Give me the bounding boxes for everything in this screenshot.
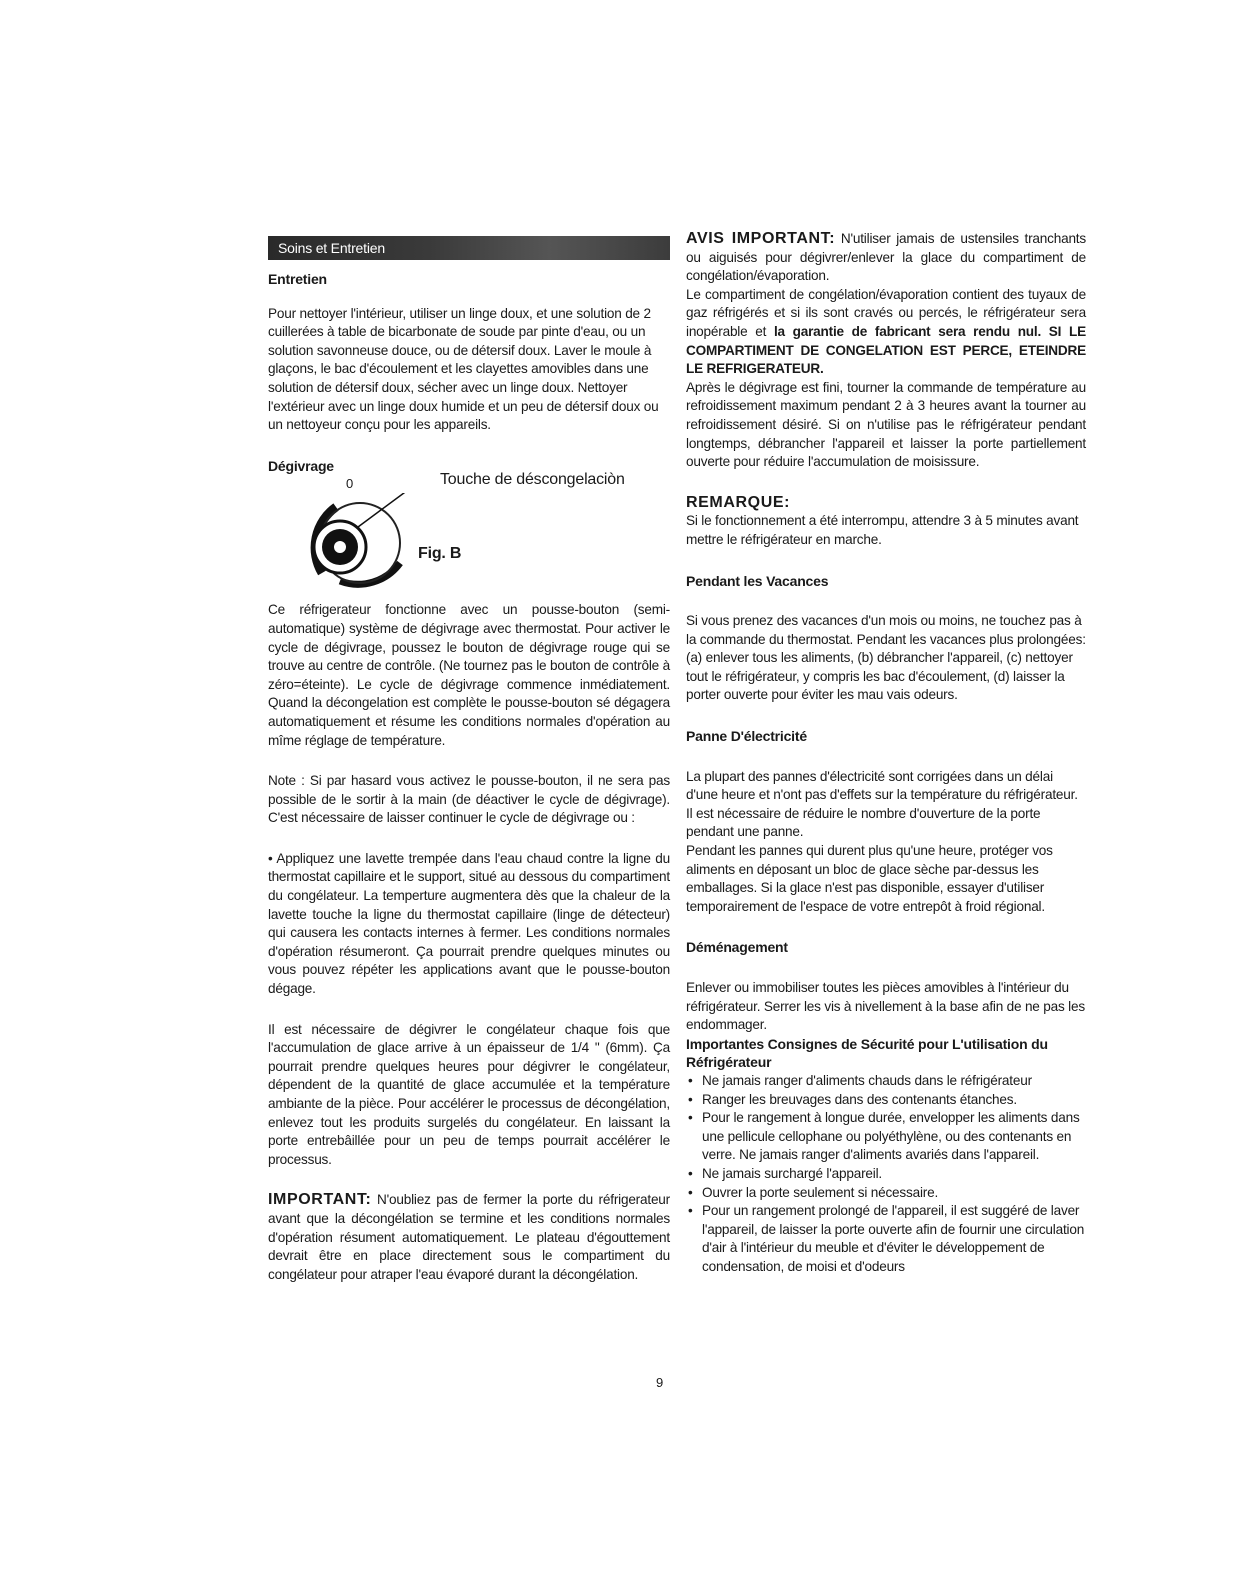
paragraph-apres: Après le dégivrage est fini, tourner la commande de température au refroidissement maximum pendant 2 à 3 heures avant la tourner au refroidissement désiré. Si on n'utilise pas le réfrigérateur pendant longtemps, débrancher l'appareil et laisser la porte partiellement ouverte pour réduire l'accumulation de moisissure. xyxy=(686,379,1086,470)
paragraph-demenagement: Enlever ou immobiliser toutes les pièces amovibles à l'intérieur du réfrigérateur. Serrer les vis à nivellement à la base afin de ne pas les endommager. xyxy=(686,980,1085,1033)
paragraph-compartiment xyxy=(686,286,1086,379)
paragraph-vacances: Si vous prenez des vacances d'un mois ou moins, ne touchez pas à la commande du thermostat. Pendant les vacances plus prolongées: (a) enlever tous les aliments, (b) débrancher l'appareil, (c) nettoyer tout le réfrigérateur, y compris les bac d'écoulement, (d) laisser la porter ouverte pour éviter les mau vais odeurs. xyxy=(686,613,1086,703)
heading-consignes: Importantes Consignes de Sécurité pour L'utilisation du Réfrigérateur xyxy=(686,1035,1048,1071)
remarque-label: REMARQUE: xyxy=(686,493,791,511)
avis-label: AVIS IMPORTANT: xyxy=(686,230,836,247)
paragraph-appliquez: • Appliquez une lavette trempée dans l'eau chaud contre la ligne du thermostat capillaire et le support, situé au dessous du compartiment du congélateur. La temperture augmentera dès que la chaleur de la lavette touche la ligne du thermostat capillaire (linge de détecteur) qui causera les contacts internes à fermer. Les conditions normales d'opération résumeront. Ça pourrait prendre quelques minutes ou vous pouvez répéter les applications avant que le pousse-bouton dégage. xyxy=(268,850,670,997)
compartiment-warning: la garantie de fabricant sera rendu nul. SI LE COMPARTIMENT DE CONGELATION EST PERCE, ETEINDRE LE REFRIGERATEUR. xyxy=(686,323,1086,377)
list-item: • Ranger les breuvages dans des contenants étanches. xyxy=(686,1091,1086,1110)
heading-entretien: Entretien xyxy=(268,271,327,287)
heading-degivrage: Dégivrage xyxy=(268,457,334,474)
figure-b xyxy=(268,471,670,601)
section-banner: Soins et Entretien xyxy=(268,236,670,260)
defrost-dial-illustration xyxy=(300,493,450,593)
paragraph-entretien: Pour nettoyer l'intérieur, utiliser un linge doux, et une solution de 2 cuillerées à table de bicarbonate de soude par pinte d'eau, ou un solution savonneuse douce, ou de détersif doux. Laver le moule à glaçons, le bac d'écoulement et les clayettes amovibles dans une solution de détersif doux, sécher avec un linge doux. Nettoyer l'extérieur avec un linge doux humide et un peu de détersif doux ou un nettoyeur conçu pour les appareils. xyxy=(268,305,659,433)
paragraph-important xyxy=(268,1191,670,1284)
list-item: • Pour un rangement prolongé de l'appareil, il est suggéré de laver l'appareil, de laisser la porte ouverte afin de fournir une circulation d'air à l'intérieur du meuble et d'éviter le développement de condensation, de moisi et d'odeurs xyxy=(686,1202,1086,1276)
compartiment-text: Le compartiment de congélation/évaporation contient des tuyaux de gaz réfrigérés et si ils sont cravés ou percés, le réfrigérateur sera inopérable et xyxy=(686,286,1086,339)
paragraph-panne-2: Pendant les pannes qui durent plus qu'une heure, protéger vos aliments en déposant un bloc de glace sèche par-dessus les emballages. Si la glace n'est pas disponible, essayer d'utiliser temporairement de l'espace de votre entrepôt à froid régional. xyxy=(686,843,1053,914)
left-column xyxy=(268,236,670,1284)
list-item: • Ne jamais ranger d'aliments chauds dans le réfrigérateur xyxy=(686,1072,1086,1091)
list-item: • Ouvrer la porte seulement si nécessaire. xyxy=(686,1184,1086,1203)
safety-list xyxy=(686,1072,1086,1277)
paragraph-degivrage: Ce réfrigerateur fonctionne avec un pousse-bouton (semi-automatique) système de dégivrage avec thermostat. Pour activer le cycle de dégivrage, poussez le bouton de dégivrage rouge qui se trouve au centre de contrôle. (Ne tournez pas le bouton de contrôle à zéro=éteinte). Le cycle de dégivrage commence inmédiatement. Quand la décongelation est complète le pousse-bouton sé dégagera automatiquement et résume les conditions normales d'opération au mîme réglage de température. xyxy=(268,602,670,748)
heading-vacances: Pendant les Vacances xyxy=(686,572,829,589)
list-item: • Ne jamais surchargé l'appareil. xyxy=(686,1165,1086,1184)
fig-label: Fig. B xyxy=(418,545,462,563)
heading-panne: Panne D'électricité xyxy=(686,728,807,745)
dial-zero-label: 0 xyxy=(346,476,354,492)
paragraph-note: Note : Si par hasard vous activez le pousse-bouton, il ne sera pas possible de le sortir à la main (de déactiver le cycle de dégivrage). C'est nécessaire de laisser continuer le cycle de dégivrage ou : xyxy=(268,773,670,826)
remarque-text: Si le fonctionnement a été interrompu, attendre 3 à 5 minutes avant mettre le réfrigérateur en marche. xyxy=(686,513,1079,547)
important-label: IMPORTANT: xyxy=(268,1191,372,1209)
important-text: N'oubliez pas de fermer la porte du réfrigerateur avant que la décongélation se termine et les conditions normales d'opération résument automatiquement. Le plateau d'égouttement devrait être en place directement sous le compartiment du congélateur pour atraper l'eau évaporé durant la décongélation. xyxy=(268,1192,670,1282)
right-column xyxy=(686,230,1086,1277)
fig-touch-label: Touche de déscongelaciòn xyxy=(440,471,625,489)
paragraph-necessaire: Il est nécessaire de dégivrer le congélateur chaque fois que l'accumulation de glace arrive à un épaisseur de 1/4 " (6mm). Ça pourrait prendre quelques heures pour dégivrer le congélateur, dépendent de la quantité de glace accumulée et la température ambiante de la pièce. Pour accélérer le processus de décongélation, enlevez tout les produits surgelés du congélateur. En laissant la porte entrebâillée pour un peu de temps pourrait accélérer le processus. xyxy=(268,1021,670,1167)
list-item: • Pour le rangement à longue durée, envelopper les aliments dans une pellicule cellophane ou polyéthylène, ou des contenants en verre. Ne jamais ranger d'aliments avariés dans l'appareil. xyxy=(686,1109,1086,1165)
heading-demenagement: Déménagement xyxy=(686,939,788,956)
paragraph-avis xyxy=(686,230,1086,286)
avis-text: N'utiliser jamais de ustensiles tranchants ou aiguisés pour dégivrer/enlever la glace du compartiment de congélation/évaporation. xyxy=(686,231,1086,284)
page-number: 9 xyxy=(656,1375,664,1390)
paragraph-panne-1: La plupart des pannes d'électricité sont corrigées dans un délai d'une heure et n'ont pas d'effets sur la température du réfrigérateur. Il est nécessaire de réduire le nombre d'ouverture de la porte pendant une panne. xyxy=(686,768,1078,840)
